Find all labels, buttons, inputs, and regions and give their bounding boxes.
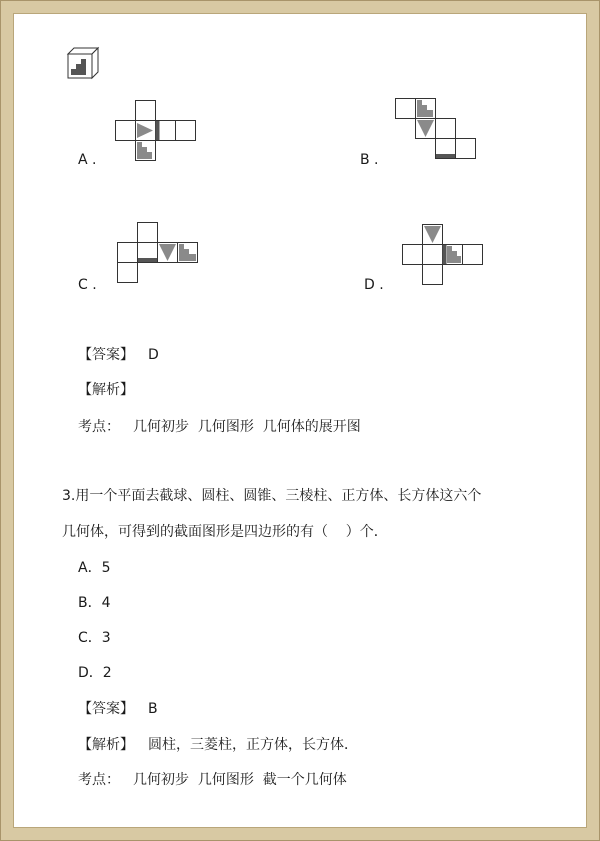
- net-figure-c: [117, 222, 201, 286]
- q2-answer-label: 【答案】: [78, 347, 134, 363]
- q3-answer-label: 【答案】: [78, 701, 134, 717]
- q3-analysis-text: 圆柱，三菱柱，正方体，长方体．: [148, 737, 358, 753]
- net-figure-b: [395, 98, 479, 162]
- option-d-label: D .: [364, 277, 384, 293]
- q2-answer-value: D: [148, 347, 159, 363]
- q2-kaodian-text: 几何初步 几何图形 几何体的展开图: [133, 419, 361, 435]
- q3-kaodian-label: 考点：: [78, 772, 120, 788]
- q2-kaodian-label: 考点：: [78, 419, 120, 435]
- q3-analysis-label: 【解析】: [78, 737, 134, 753]
- q3-kaodian-text: 几何初步 几何图形 截一个几何体: [133, 772, 347, 788]
- q3-option-c: C．3: [78, 630, 111, 646]
- option-b-label: B .: [360, 152, 379, 168]
- cube-figure: [66, 46, 100, 80]
- q2-analysis-label: 【解析】: [78, 382, 134, 398]
- q3-option-b: B．4: [78, 595, 111, 611]
- q3-answer-value: B: [148, 701, 158, 717]
- option-a-label: A .: [78, 152, 97, 168]
- q3-stem-line1: 3.用一个平面去截球、圆柱、圆锥、三棱柱、正方体、长方体这六个: [62, 488, 482, 504]
- option-c-label: C .: [78, 277, 97, 293]
- q3-option-a: A．5: [78, 560, 111, 576]
- net-figure-a: [115, 100, 199, 164]
- net-figure-d: [402, 224, 486, 288]
- q3-stem-line2: 几何体，可得到的截面图形是四边形的有（ ）个．: [62, 524, 388, 540]
- q3-option-d: D．2: [78, 665, 112, 681]
